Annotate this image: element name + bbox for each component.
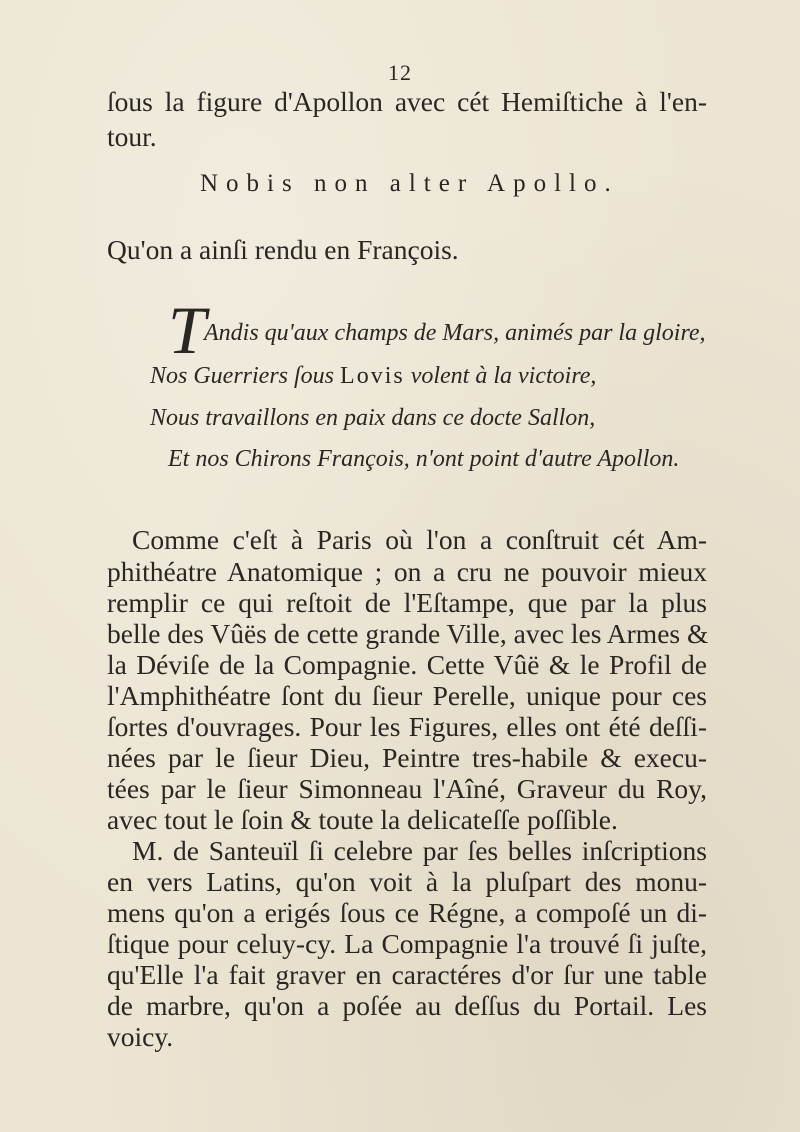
- page-number: 12: [388, 60, 412, 85]
- paragraph-1-line-9: tées par le ſieur Simonneau l'Aîné, Graveur du Roy,: [107, 773, 707, 804]
- paragraph-1-line-7: ſortes d'ouvrages. Pour les Figures, elles ont été deſſi-: [107, 711, 707, 742]
- paragraph-2-line-7: voicy.: [107, 1021, 174, 1052]
- paragraph-1-line-3: remplir ce qui reſtoit de l'Eſtampe, que par la plus: [107, 587, 707, 618]
- paragraph-1-line-4: belle des Vûës de cette grande Ville, avec les Armes &: [107, 618, 709, 649]
- paragraph-1-line-1: Comme c'eſt à Paris où l'on a conſtruit cét Am-: [132, 524, 707, 555]
- translation-note: Qu'on a ainſi rendu en François.: [107, 234, 459, 265]
- poem-line-2-end: volent à la victoire,: [410, 363, 597, 389]
- latin-motto: Nobis non alter Apollo.: [200, 170, 619, 197]
- poem-drop-cap: T: [168, 292, 206, 368]
- poem-line-4: Et nos Chirons François, n'ont point d'autre Apollon.: [168, 446, 680, 472]
- paragraph-1-line-5: la Déviſe de la Compagnie. Cette Vûë & le Profil de: [107, 649, 707, 680]
- paragraph-1-line-6: l'Amphithéatre ſont du ſieur Perelle, unique pour ces: [107, 680, 707, 711]
- paragraph-2-line-6: de marbre, qu'on a poſée au deſſus du Portail. Les: [107, 990, 707, 1021]
- poem-line-2-start: Nos Guerriers ſous: [150, 363, 335, 389]
- paragraph-2-line-4: ſtique pour celuy-cy. La Compagnie l'a trouvé ſi juſte,: [107, 928, 707, 959]
- poem-line-1: Andis qu'aux champs de Mars, animés par la gloire,: [204, 320, 706, 346]
- paragraph-2-line-5: qu'Elle l'a fait graver en caractéres d'or ſur une table: [107, 959, 707, 990]
- paragraph-1-line-10: avec tout le ſoin & toute la delicateſſe poſſible.: [107, 804, 618, 835]
- poem-line-2: [150, 363, 596, 390]
- paragraph-1-line-8: nées par le ſieur Dieu, Peintre tres-habile & execu-: [107, 742, 707, 773]
- paragraph-2-line-2: en vers Latins, qu'on voit à la pluſpart des monu-: [107, 866, 707, 897]
- paragraph-2-line-1: M. de Santeuïl ſi celebre par ſes belles inſcriptions: [132, 835, 707, 866]
- intro-line-2: tour.: [107, 121, 157, 152]
- poem-line-3: Nous travaillons en paix dans ce docte Sallon,: [150, 405, 596, 431]
- paragraph-1-line-2: phithéatre Anatomique ; on a cru ne pouvoir mieux: [107, 556, 707, 587]
- poem-king-name: Lovis: [340, 363, 405, 389]
- paragraph-2-line-3: mens qu'on a erigés ſous ce Régne, a compoſé un di-: [107, 897, 707, 928]
- intro-line-1: ſous la figure d'Apollon avec cét Hemiſtiche à l'en-: [107, 86, 707, 117]
